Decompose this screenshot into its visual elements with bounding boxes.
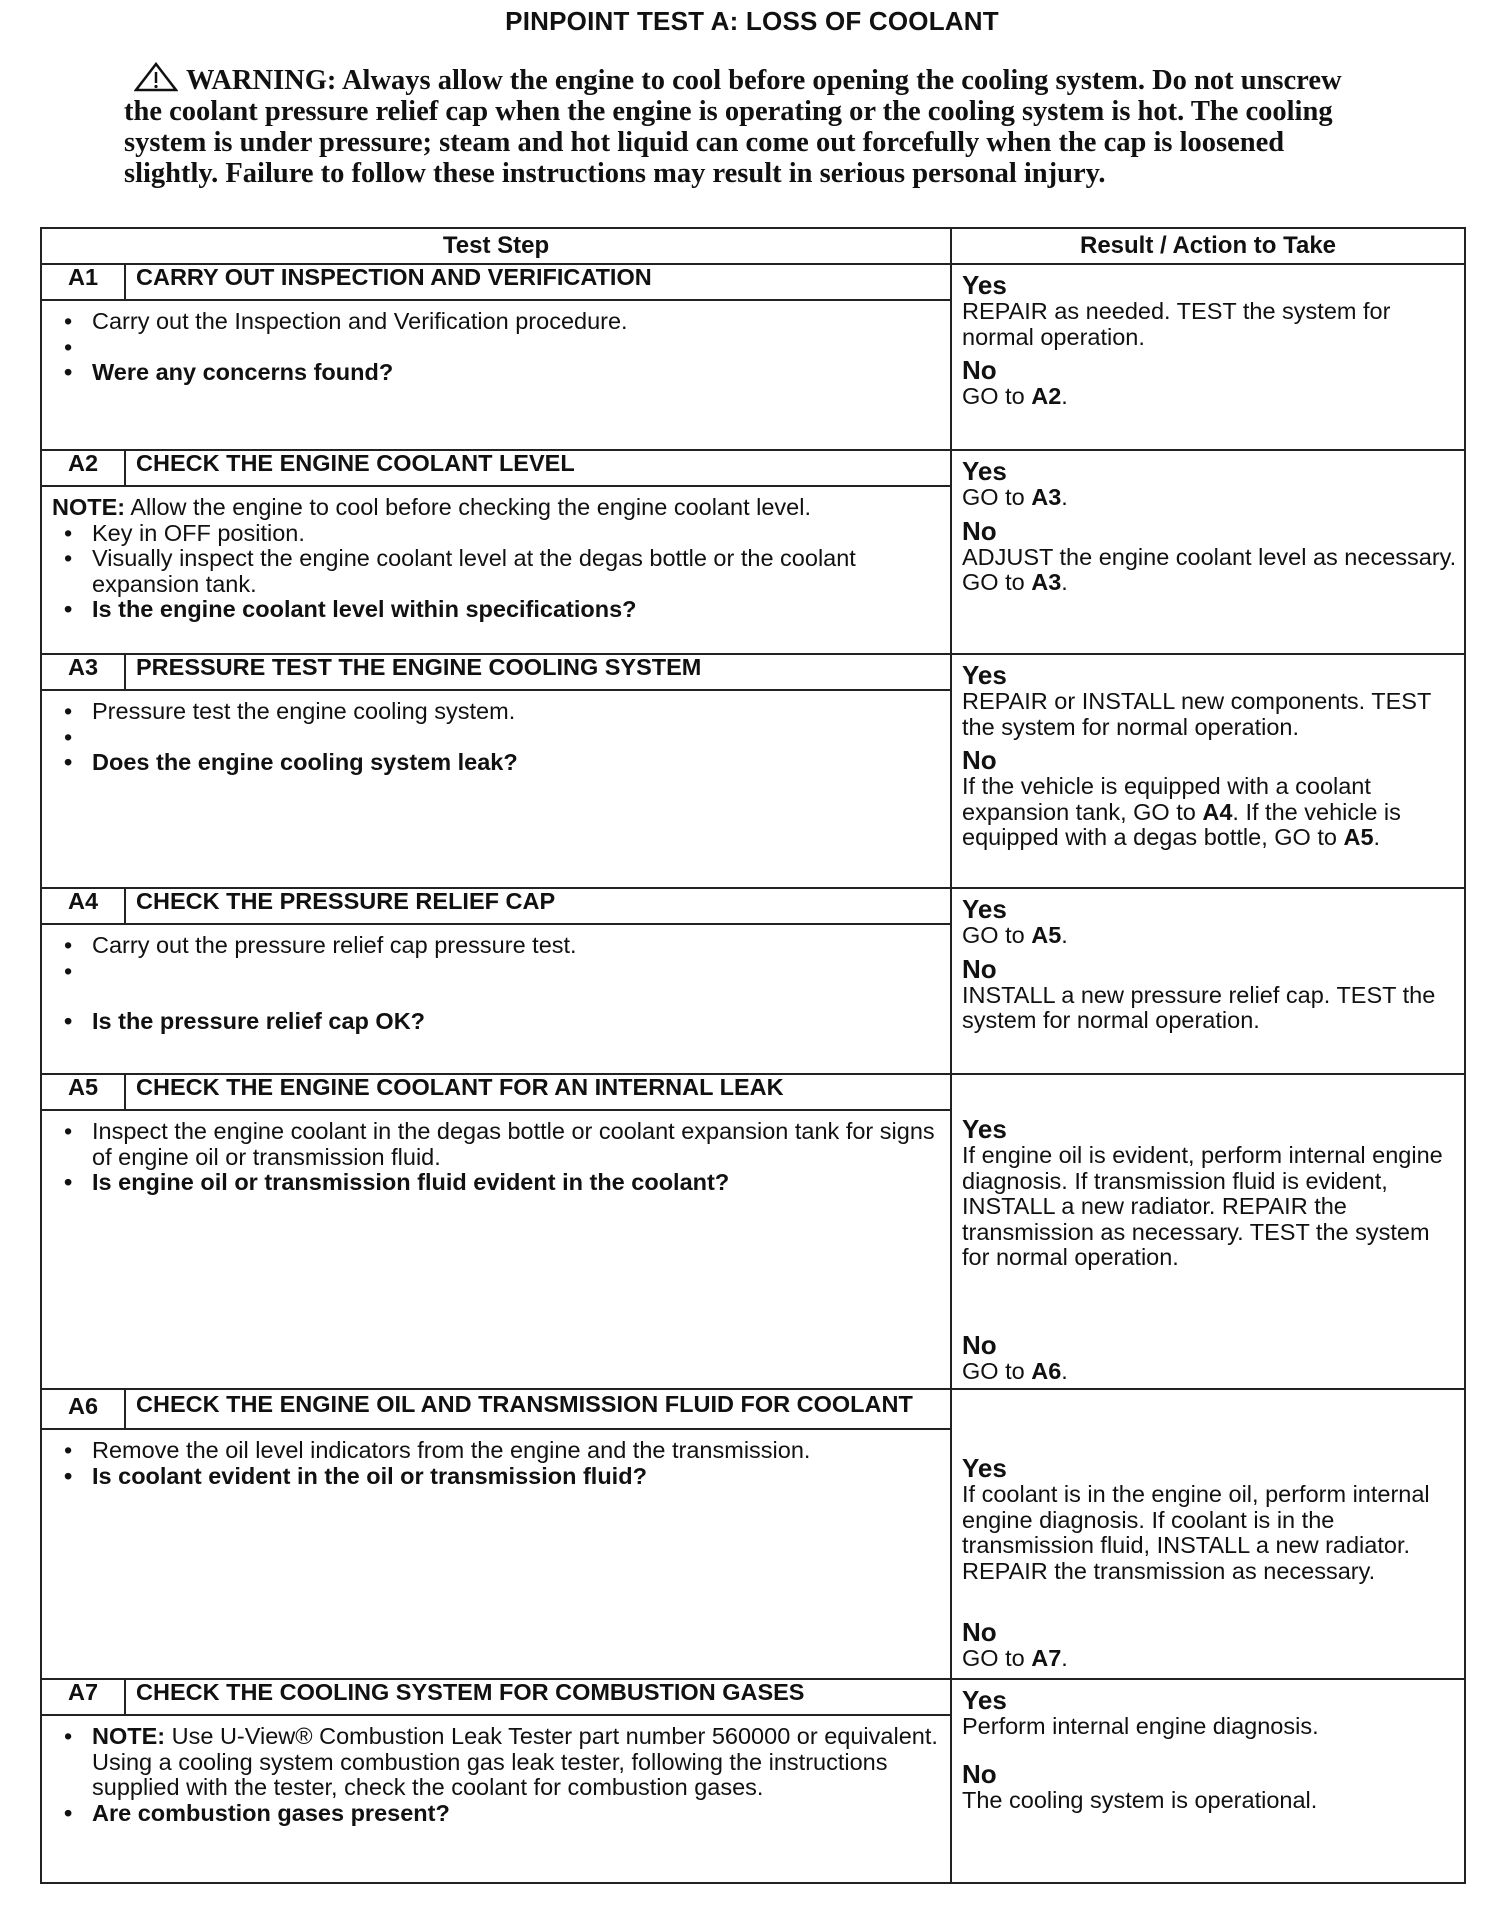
yes-label: Yes [962, 1685, 1007, 1715]
step-question: • Is the engine coolant level within specifications? [52, 597, 942, 623]
step-question: • Is the pressure relief cap OK? [52, 1009, 942, 1035]
step-question: • Were any concerns found? [52, 360, 942, 386]
step-paragraph: Using a cooling system combustion gas leak tester, following the instructions supplied with the tester, check the coolant for combustion gases. [92, 1748, 888, 1800]
no-action: The cooling system is operational. [962, 1786, 1318, 1813]
yes-label: Yes [962, 660, 1007, 690]
step-bullet: • Inspect the engine coolant in the degas bottle or coolant expansion tank for signs of engine oil or transmission fluid. [52, 1119, 942, 1170]
yes-action: REPAIR as needed. TEST the system for normal operation. [962, 298, 1391, 350]
yes-action: REPAIR or INSTALL new components. TEST the system for normal operation. [962, 688, 1431, 740]
no-action: GO to A6. [962, 1357, 1068, 1384]
step-ref: A7 [1031, 1645, 1062, 1671]
step-bullet: • Key in OFF position. [52, 521, 942, 547]
yes-label: Yes [962, 1114, 1007, 1144]
step-id: A6 [41, 1389, 125, 1429]
step-result [951, 1679, 1465, 1883]
no-action: GO to A2. [962, 383, 1068, 409]
step-title: CHECK THE ENGINE COOLANT FOR AN INTERNAL LEAK [125, 1074, 951, 1110]
step-title: CHECK THE ENGINE COOLANT LEVEL [125, 450, 951, 486]
step-title: CHECK THE ENGINE OIL AND TRANSMISSION FLUID FOR COOLANT [125, 1389, 951, 1429]
step-title: CHECK THE PRESSURE RELIEF CAP [125, 888, 951, 924]
no-label: No [962, 515, 997, 546]
yes-action: If engine oil is evident, perform internal engine diagnosis. If transmission fluid is evident, INSTALL a new radiator. REPAIR the transmission as necessary. TEST the system for normal operation. [962, 1142, 1443, 1270]
header-result: Result / Action to Take [951, 228, 1465, 264]
step-note: • NOTE: Use U-View® Combustion Leak Tester part number 560000 or equivalent. [52, 1724, 942, 1750]
step-body [41, 1429, 951, 1679]
step-ref: A2 [1031, 383, 1062, 409]
step-bullet: • Carry out the Inspection and Verification procedure. [52, 309, 942, 335]
yes-label: Yes [962, 894, 1007, 924]
step-title: CHECK THE COOLING SYSTEM FOR COMBUSTION GASES [125, 1679, 951, 1715]
no-label: No [962, 1329, 997, 1360]
yes-label: Yes [962, 270, 1007, 300]
no-label: No [962, 355, 997, 385]
yes-action: GO to A5. [962, 922, 1068, 948]
step-result [951, 1389, 1465, 1679]
no-label: No [962, 953, 997, 984]
step-bullet: • Visually inspect the engine coolant level at the degas bottle or the coolant expansion tank. [52, 546, 942, 597]
step-id: A4 [41, 888, 125, 924]
yes-label: Yes [962, 1453, 1007, 1483]
step-id: A2 [41, 450, 125, 486]
step-body [41, 690, 951, 888]
step-question: • Is coolant evident in the oil or transmission fluid? [52, 1464, 942, 1490]
no-label: No [962, 745, 997, 775]
step-result [951, 450, 1465, 654]
step-id: A7 [41, 1679, 125, 1715]
warning-text: WARNING: Always allow the engine to cool before opening the cooling system. Do not unscrew the coolant pressure relief cap when the engine is operating or the cooling system is hot. The cooling system is under pressure; steam and hot liquid can come out forcefully when the cap is loosened slightly. Failure to follow these instructions may result in serious personal injury. [124, 65, 1342, 189]
step-result [951, 1074, 1465, 1389]
step-bullet: • Pressure test the engine cooling system. [52, 699, 942, 725]
step-title: CARRY OUT INSPECTION AND VERIFICATION [125, 264, 951, 300]
warning-block [124, 62, 1364, 189]
step-bullet: • Remove the oil level indicators from the engine and the transmission. [52, 1438, 942, 1464]
step-body [41, 1715, 951, 1883]
warning-triangle-icon [134, 62, 178, 92]
yes-label: Yes [962, 456, 1007, 486]
no-label: No [962, 1617, 997, 1647]
step-note: NOTE: Allow the engine to cool before checking the engine coolant level. [52, 494, 811, 520]
yes-action: If coolant is in the engine oil, perform internal engine diagnosis. If coolant is in the transmission fluid, INSTALL a new radiator. REPAIR the transmission as necessary. [962, 1481, 1430, 1584]
step-body [41, 924, 951, 1074]
step-body [41, 300, 951, 450]
step-ref: A6 [1031, 1357, 1062, 1384]
no-label: No [962, 1758, 997, 1789]
step-id: A3 [41, 654, 125, 690]
step-title: PRESSURE TEST THE ENGINE COOLING SYSTEM [125, 654, 951, 690]
no-action: If the vehicle is equipped with a coolant expansion tank, GO to A4. If the vehicle is equipped with a degas bottle, GO to A5. [962, 773, 1401, 850]
step-bullet: • Carry out the pressure relief cap pressure test. [52, 933, 942, 959]
step-ref: A5 [1343, 824, 1374, 850]
step-body [41, 1110, 951, 1389]
step-ref: A3 [1031, 569, 1062, 595]
step-ref: A5 [1031, 922, 1062, 948]
yes-action: Perform internal engine diagnosis. [962, 1713, 1319, 1739]
test-steps-table [40, 227, 1466, 1884]
step-id: A1 [41, 264, 125, 300]
step-result [951, 888, 1465, 1074]
step-result [951, 264, 1465, 450]
page-title: PINPOINT TEST A: LOSS OF COOLANT [505, 6, 999, 36]
step-result [951, 654, 1465, 888]
yes-action: GO to A3. [962, 484, 1068, 510]
step-question: • Are combustion gases present? [52, 1801, 942, 1827]
step-question: • Is engine oil or transmission fluid evident in the coolant? [52, 1170, 942, 1196]
no-action: GO to A7. [962, 1645, 1068, 1671]
step-ref: A4 [1202, 798, 1233, 825]
step-question: • Does the engine cooling system leak? [52, 750, 942, 776]
no-action: ADJUST the engine coolant level as necessary. GO to A3. [962, 543, 1457, 595]
step-ref: A3 [1031, 484, 1062, 510]
no-action: INSTALL a new pressure relief cap. TEST the system for normal operation. [962, 981, 1436, 1033]
step-body [41, 486, 951, 654]
header-test-step: Test Step [41, 228, 951, 264]
step-id: A5 [41, 1074, 125, 1110]
